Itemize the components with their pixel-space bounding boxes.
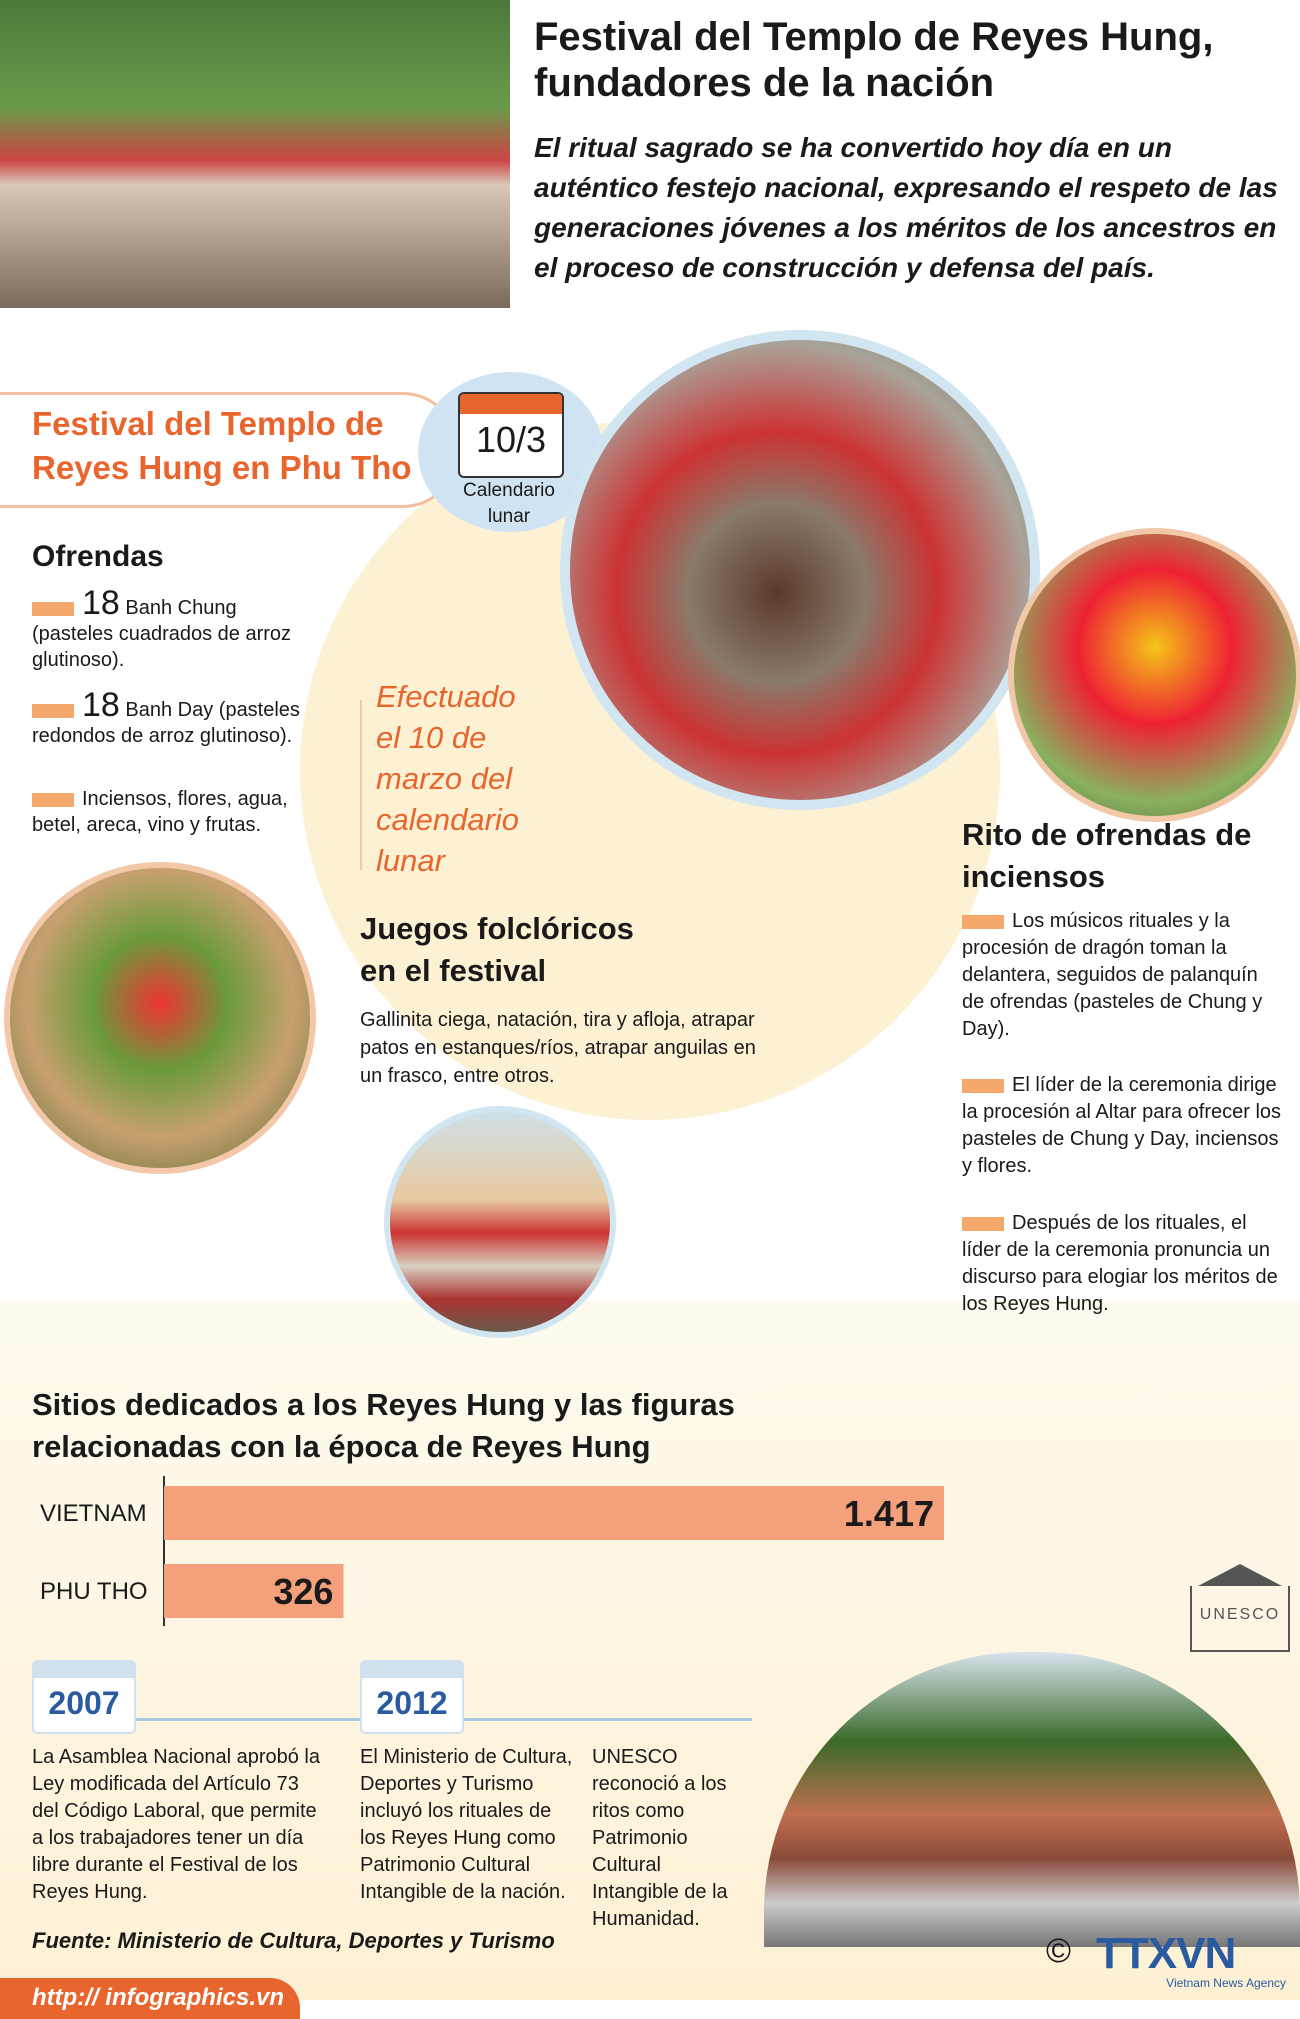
bar-vietnam xyxy=(164,1486,944,1540)
ttxvn-logo: TTXVN Vietnam News Agency xyxy=(1096,1929,1286,1990)
text-2012-unesco: UNESCO reconoció a los ritos como Patrimonio Cultural Intangible de la Humanidad. xyxy=(592,1746,728,1930)
category-label: PHU THO xyxy=(40,1578,148,1605)
games-title: Juegos folclóricos en el festival xyxy=(360,911,634,988)
year-2007-badge: 2007 xyxy=(32,1660,136,1734)
offering-item-2: 18 Banh Day (pasteles redondos de arroz glutinoso). xyxy=(32,686,300,747)
calendar-date: 10/3 xyxy=(475,419,547,460)
value-label: 326 xyxy=(273,1571,334,1612)
page-subtitle: El ritual sagrado se ha convertido hoy día en un auténtico festejo nacional, expresando el respeto de las generaciones jóvenes a los méritos de los ancestros en el proceso de construcción y defensa del país. xyxy=(534,132,1278,283)
source: Fuente: Ministerio de Cultura, Deportes y Turismo xyxy=(32,1928,555,1953)
sites-bar-chart xyxy=(0,1476,1000,1636)
offering-item-1: 18 Banh Chung (pasteles cuadrados de arroz glutinoso). xyxy=(32,584,292,671)
year-2012-badge: 2012 xyxy=(360,1660,464,1734)
incense-item-3: Después de los rituales, el líder de la ceremonia pronuncia un discurso para elogiar los méritos de los Reyes Hung. xyxy=(962,1212,1278,1315)
text-2012-ministry: El Ministerio de Cultura, Deportes y Turismo incluyó los rituales de los Reyes Hung como Patrimonio Cultural Intangible de la nación. xyxy=(360,1746,573,1903)
url-link[interactable]: http:// infographics.vn xyxy=(32,1984,284,2011)
offering-photo xyxy=(4,862,316,1174)
festival-title: Festival del Templo de Reyes Hung en Phu Tho xyxy=(32,405,412,486)
unesco-logo: UNESCO xyxy=(1190,1586,1290,1652)
value-label: 1.417 xyxy=(843,1493,934,1534)
calendar-icon xyxy=(458,392,564,478)
offerings-title: Ofrendas xyxy=(32,540,164,573)
incense-title: Rito de ofrendas de inciensos xyxy=(962,817,1252,894)
held-date: Efectuado el 10 de marzo del calendario lunar xyxy=(376,679,520,878)
header-photo xyxy=(0,0,510,308)
offering-item-3: Inciensos, flores, agua, betel, areca, vino y frutas. xyxy=(32,788,288,836)
category-label: VIETNAM xyxy=(40,1500,147,1527)
text-2007: La Asamblea Nacional aprobó la Ley modificada del Artículo 73 del Código Laboral, que permite a los trabajadores tener un día libre durante el Festival de los Reyes Hung. xyxy=(32,1746,320,1903)
incense-item-1: Los músicos rituales y la procesión de dragón toman la delantera, seguidos de palanquín de ofrendas (pasteles de Chung y Day). xyxy=(962,910,1263,1040)
incense-item-2: El líder de la ceremonia dirige la procesión al Altar para ofrecer los pasteles de Chung y Day, inciensos y flores. xyxy=(962,1074,1282,1177)
held-divider xyxy=(360,700,362,870)
games-text: Gallinita ciega, natación, tira y afloja, atrapar patos en estanques/ríos, atrapar anguilas en un frasco, entre otros. xyxy=(360,1009,756,1087)
boat-race-photo xyxy=(384,1106,616,1338)
calendar-label: Calendario lunar xyxy=(463,480,555,527)
procession-photo xyxy=(1008,528,1300,822)
ceremony-photo xyxy=(560,330,1040,810)
page-title: Festival del Templo de Reyes Hung, fundadores de la nación xyxy=(534,15,1214,105)
chart-title: Sitios dedicados a los Reyes Hung y las figuras relacionadas con la época de Reyes Hung xyxy=(32,1387,735,1464)
copyright-symbol: © xyxy=(1046,1932,1072,1970)
